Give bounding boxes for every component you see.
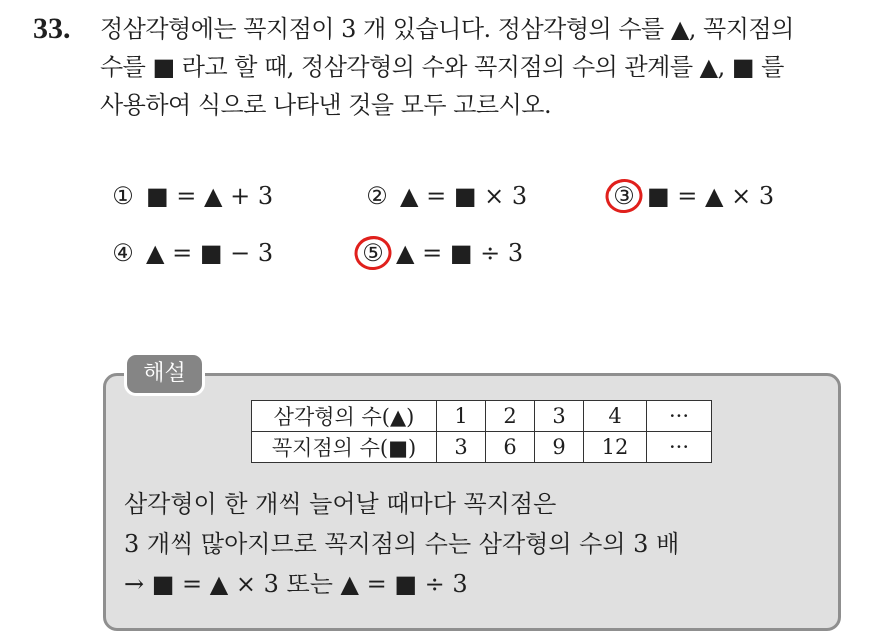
- choice-number: ④: [112, 239, 134, 267]
- table-row: [252, 432, 712, 463]
- choice-number-text: ③: [613, 182, 635, 210]
- table-cell: 1: [437, 401, 486, 432]
- explanation-table: [251, 400, 712, 463]
- table-cell: 6: [486, 432, 535, 463]
- table-cell: 3: [535, 401, 584, 432]
- choice-expression: ▲ = ■ ÷ 3: [396, 239, 524, 267]
- table-cell: ···: [647, 401, 712, 432]
- choice-4[interactable]: [110, 238, 273, 268]
- table-row-header: 삼각형의 수(▲): [252, 401, 437, 432]
- explanation-text: [124, 484, 824, 604]
- table-cell: ···: [647, 432, 712, 463]
- table-row-header: 꼭지점의 수(■): [252, 432, 437, 463]
- choice-number-text: ⑤: [362, 239, 384, 267]
- question-text-line: 사용하여 식으로 나타낸 것을 모두 고르시오.: [100, 91, 552, 119]
- choice-expression: ▲ = ■ − 3: [146, 239, 274, 267]
- table-cell: 9: [535, 432, 584, 463]
- table-cell: 2: [486, 401, 535, 432]
- question-text-line: 수를 ■ 라고 할 때, 정삼각형의 수와 꼭지점의 수의 관계를 ▲, ■ 를: [100, 53, 784, 81]
- explanation-tag: 해설: [124, 352, 205, 396]
- choice-number: ①: [112, 182, 134, 210]
- question-text: [100, 10, 870, 124]
- choice-5[interactable]: [360, 238, 523, 268]
- question-text-line: 정삼각형에는 꼭지점이 3 개 있습니다. 정삼각형의 수를 ▲, 꼭지점의: [100, 15, 794, 43]
- explanation-line: 3 개씩 많아지므로 꼭지점의 수는 삼각형의 수의 3 배: [124, 530, 680, 558]
- choice-expression: ▲ = ■ × 3: [400, 182, 528, 210]
- choice-number: [360, 238, 386, 268]
- choice-expression: ■ = ▲ + 3: [146, 182, 274, 210]
- question-number: 33.: [33, 12, 71, 45]
- choice-1[interactable]: [110, 181, 273, 211]
- choice-number: [611, 181, 637, 211]
- choice-number: ②: [366, 182, 388, 210]
- choice-2[interactable]: [364, 181, 527, 211]
- choice-expression: ■ = ▲ × 3: [647, 182, 775, 210]
- table-cell: 3: [437, 432, 486, 463]
- table-cell: 4: [584, 401, 647, 432]
- table-row: [252, 401, 712, 432]
- explanation-line: 삼각형이 한 개씩 늘어날 때마다 꼭지점은: [124, 490, 557, 518]
- table-cell: 12: [584, 432, 647, 463]
- choice-3[interactable]: [611, 181, 774, 211]
- explanation-line: → ■ = ▲ × 3 또는 ▲ = ■ ÷ 3: [124, 570, 468, 598]
